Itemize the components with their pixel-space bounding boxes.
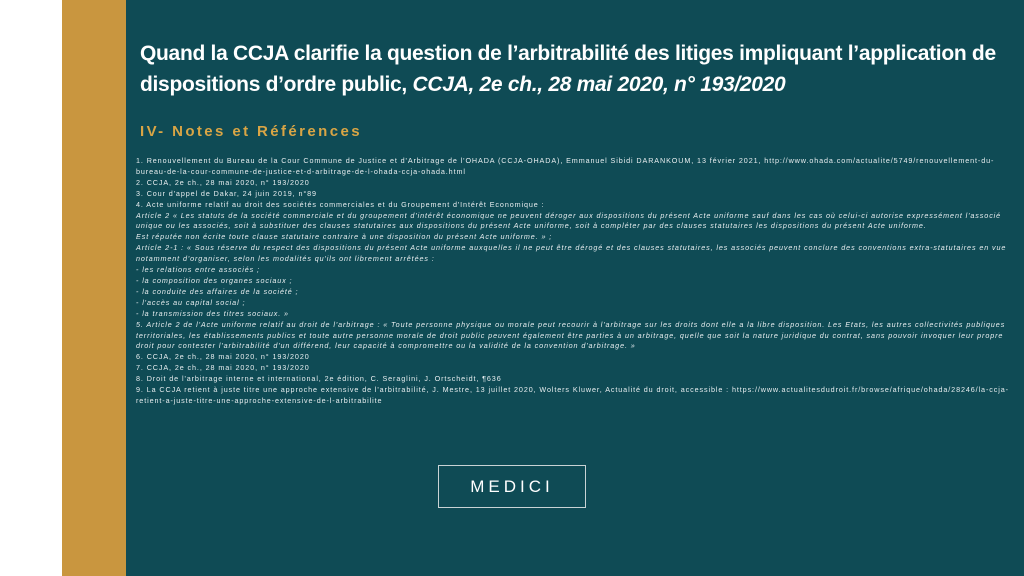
note-line: 8. Droit de l'arbitrage interne et international, 2e édition, C. Seraglini, J. Ortscheidt, ¶636 <box>136 374 502 384</box>
note-line: Article 2 « Les statuts de la société commerciale et du groupement d'intérêt économique ne peuvent déroger aux dispositions du présent Acte uniforme sauf dans les cas où celui-ci autorise expressément l'associé unique ou les associés, soit à substituer des clauses statutaires aux dispositions du présent Acte uniforme, soit à compléter par des clauses statutaires les dispositions du présent Acte uniforme. <box>136 210 1002 231</box>
note-line: - la transmission des titres sociaux. » <box>136 308 289 318</box>
logo-text: MEDICI <box>470 476 554 496</box>
medici-logo <box>438 465 586 508</box>
note-line: 7. CCJA, 2e ch., 28 mai 2020, n° 193/2020 <box>136 363 310 373</box>
note-line: - les relations entre associés ; <box>136 265 260 275</box>
note-line: - la conduite des affaires de la société ; <box>136 286 299 296</box>
slide-title <box>140 38 1010 100</box>
note-line: 9. La CCJA retient à juste titre une approche extensive de l'arbitrabilité, J. Mestre, 13 juillet 2020, Wolters Kluwer, Actualité du droit, accessible : https://www.actualitesdudroit.fr/browse/afrique/ohada/28246/la-ccja-retient-a-juste-titre-une-approche-extensive-de-l-arbitrabilite <box>136 385 1009 405</box>
gold-side-bar <box>62 0 126 576</box>
left-margin <box>0 0 62 576</box>
notes-list <box>136 156 1011 407</box>
note-line: - l'accès au capital social ; <box>136 297 246 307</box>
note-line: 5. Article 2 de l'Acte uniforme relatif au droit de l'arbitrage : « Toute personne physique ou morale peut recourir à l'arbitrage sur les droits dont elle a la libre disposition. Les Etats, les autres collectivités publiques territoriales, les établissements publics et toute autre personne morale de droit public peuvent également être parties à un arbitrage, quelle que soit la nature juridique du contrat, sans pouvoir invoquer leur propre droit pour contester l'arbitrabilité d'un différend, leur capacité à compromettre ou la validité de la convention d'arbitrage. » <box>136 319 1006 351</box>
note-line: Est réputée non écrite toute clause statutaire contraire à une disposition du présent Acte uniforme. » ; <box>136 232 553 242</box>
note-line: 4. Acte uniforme relatif au droit des sociétés commerciales et du Groupement d'Intérêt Economique : <box>136 199 545 209</box>
note-line: 3. Cour d'appel de Dakar, 24 juin 2019, n°89 <box>136 188 317 198</box>
note-line: 6. CCJA, 2e ch., 28 mai 2020, n° 193/2020 <box>136 352 310 362</box>
section-heading: IV- Notes et Références <box>140 123 362 140</box>
title-main: Quand la CCJA clarifie la question de l’arbitrabilité des litiges impliquant l’application de dispositions d’ordre public, <box>140 42 996 96</box>
note-line: - la composition des organes sociaux ; <box>136 275 293 285</box>
title-citation: CCJA, 2e ch., 28 mai 2020, n° 193/2020 <box>412 73 786 96</box>
note-line: 1. Renouvellement du Bureau de la Cour Commune de Justice et d'Arbitrage de l'OHADA (CCJA-OHADA), Emmanuel Sibidi DARANKOUM, 13 février 2021, http://www.ohada.com/actualite/5749/renouvellement-du-bureau-de-la-cour-commune-de-justice-et-d-arbitrage-de-l-ohada-ccja-ohada.html <box>136 156 995 176</box>
note-line: 2. CCJA, 2e ch., 28 mai 2020, n° 193/2020 <box>136 177 310 187</box>
note-line: Article 2-1 : « Sous réserve du respect des dispositions du présent Acte uniforme auxquelles il ne peut être dérogé et des clauses statutaires, les associés peuvent conclure des conventions extra-statutaires en vue notamment d'organiser, selon les modalités qu'ils ont librement arrêtées : <box>136 243 1007 264</box>
